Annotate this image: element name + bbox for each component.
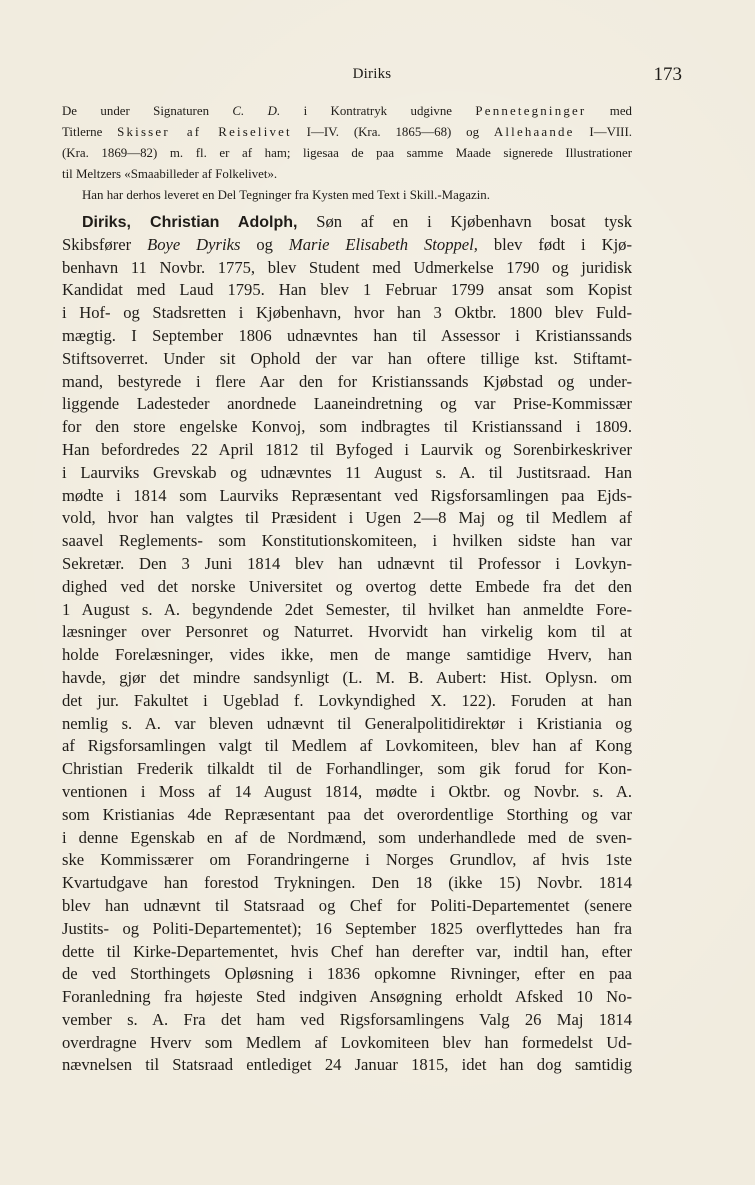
- text-run: Foranledning fra højeste Sted indgiven Ansøgning erholdt Afsked 10 No-: [62, 987, 632, 1007]
- text-run: Kvartudgave han forestod Trykningen. Den 18 (ikke 15) Novbr. 1814: [62, 873, 632, 893]
- text-line: [62, 781, 632, 804]
- text-line: [62, 827, 632, 850]
- note-line: [62, 164, 632, 185]
- text-run: Titlerne: [62, 125, 118, 139]
- text-run: Christian Frederik tilkaldt til de Forhandlinger, som gik forud for Kon-: [62, 759, 632, 779]
- text-run: nævnelsen til Statsraad entlediget 24 Januar 1815, idet han dog samtidig: [62, 1055, 632, 1075]
- note-paragraph: [62, 101, 632, 206]
- running-head: [62, 64, 682, 88]
- text-run: og: [240, 234, 289, 254]
- text-run: Søn af en i Kjøbenhavn bosat tysk: [297, 212, 632, 231]
- text-line: [62, 439, 632, 462]
- text-run: mødte i 1814 som Laurviks Repræsentant ved Rigsforsamlingen paa Ejds-: [62, 485, 632, 505]
- text-run: i Kontratryk udgivne: [280, 104, 476, 118]
- text-line: [62, 690, 632, 713]
- note-line: [62, 101, 632, 122]
- text-run: De under Signaturen: [62, 104, 233, 118]
- text-run: til Meltzers «Smaabilleder af Folkelivet».: [62, 167, 278, 181]
- text-run: vold, hvor han valgtes til Præsident i Ugen 2—8 Maj og til Medlem af: [62, 508, 632, 528]
- text-line: [62, 895, 632, 918]
- spaced-title: Allehaande: [493, 125, 575, 139]
- text-line: [62, 530, 632, 553]
- text-line: [62, 1054, 632, 1077]
- text-run: med: [586, 104, 632, 118]
- text-run: i Hof- og Stadsretten i Kjøbenhavn, hvor han 3 Oktbr. 1800 blev Fuld-: [62, 303, 632, 323]
- text-line: [62, 234, 632, 257]
- text-line: [62, 211, 632, 234]
- text-run: som Kristianias 4de Repræsentant paa det overordentlige Storthing og var: [62, 804, 632, 824]
- text-run: I—VIII.: [574, 125, 632, 139]
- text-line: [62, 963, 632, 986]
- text-run: Skibsfører: [62, 234, 148, 254]
- text-run: for den store engelske Konvoj, som indbragtes til Kristianssand i 1809.: [62, 417, 632, 437]
- text-run: vember s. A. Fra det ham ved Rigsforsamlingens Valg 26 Maj 1814: [62, 1009, 632, 1029]
- note-line: [62, 185, 632, 206]
- text-run: Justits- og Politi-Departementet); 16 September 1825 overflyttedes han fra: [62, 918, 632, 938]
- biographical-entry: [62, 211, 632, 1077]
- text-run: I—IV. (Kra. 1865—68) og: [291, 125, 494, 139]
- spaced-title: Pennetegninger: [475, 104, 587, 118]
- text-line: [62, 849, 632, 872]
- text-line: [62, 553, 632, 576]
- text-line: [62, 986, 632, 1009]
- text-run: blev født i Kjø-: [477, 234, 632, 254]
- text-run: i denne Egenskab en af de Nordmænd, som underhandlede med de sven-: [62, 827, 632, 847]
- text-line: [62, 1009, 632, 1032]
- text-line: [62, 667, 632, 690]
- text-run: nemlig s. A. var bleven udnævnt til Generalpolitidirektør i Kristiania og: [62, 713, 632, 733]
- text-line: [62, 485, 632, 508]
- entry-name: Diriks, Christian Adolph,: [82, 214, 298, 231]
- text-run: ske Kommissærer om Forandringerne i Norges Grundlov, af hvis 1ste: [62, 850, 632, 870]
- text-run: holde Forelæsninger, vides ikke, men de mange samtidige Hverv, han: [62, 645, 632, 665]
- italic-name: C. D.: [232, 104, 281, 118]
- text-run: blev han udnævnt til Statsraad og Chef for Politi-Departementet (senere: [62, 895, 632, 915]
- text-run: mand, bestyrede i flere Aar den for Kristianssands Kjøbstad og under-: [62, 371, 632, 391]
- page-number: 173: [653, 64, 682, 85]
- text-line: [62, 758, 632, 781]
- italic-name: Marie Elisabeth Stoppel,: [288, 234, 478, 254]
- note-line: [62, 122, 632, 143]
- text-run: benhavn 11 Novbr. 1775, blev Student med Udmerkelse 1790 og juridisk: [62, 257, 632, 277]
- text-line: [62, 393, 632, 416]
- text-line: [62, 918, 632, 941]
- text-line: [62, 257, 632, 280]
- text-line: [62, 644, 632, 667]
- text-run: havde, gjør det mindre sandsynligt (L. M. B. Aubert: Hist. Oplysn. om: [62, 667, 632, 687]
- text-line: [62, 507, 632, 530]
- text-run: de ved Storthingets Opløsning i 1836 opkomne Rivninger, efter en paa: [62, 964, 632, 984]
- text-line: [62, 941, 632, 964]
- text-run: 1 August s. A. begyndende 2det Semester, til hvilket han anmeldte Fore-: [62, 599, 632, 619]
- text-line: [62, 348, 632, 371]
- text-run: det jur. Fakultet i Ugeblad f. Lovkyndighed X. 122). Foruden at han: [62, 690, 632, 710]
- text-line: [62, 462, 632, 485]
- text-line: [62, 621, 632, 644]
- running-title: Diriks: [352, 66, 392, 82]
- text-run: mægtig. I September 1806 udnævntes han til Assessor i Kristianssands: [62, 325, 632, 345]
- text-run: Stiftsoverret. Under sit Ophold der var han oftere tillige kst. Stiftamt-: [62, 348, 632, 368]
- text-run: liggende Ladesteder anordnede Laaneindretning og var Prise-Kommissær: [62, 394, 632, 414]
- text-line: [62, 804, 632, 827]
- text-run: Kandidat med Laud 1795. Han blev 1 Februar 1799 ansat som Kopist: [62, 280, 632, 300]
- text-line: [62, 371, 632, 394]
- text-run: overdragne Hverv som Medlem af Lovkomiteen blev han formedelst Ud-: [62, 1032, 632, 1052]
- text-line: [62, 599, 632, 622]
- text-line: [62, 279, 632, 302]
- italic-name: Boye Dyriks: [147, 234, 241, 254]
- note-line: [62, 143, 632, 164]
- text-run: i Laurviks Grevskab og udnævntes 11 August s. A. til Justitsraad. Han: [62, 462, 632, 482]
- text-line: [62, 325, 632, 348]
- text-run: af Rigsforsamlingen valgt til Medlem af Lovkomiteen, blev han af Kong: [62, 736, 632, 756]
- text-run: dighed ved det norske Universitet og overtog dette Embede fra det den: [62, 576, 632, 596]
- text-run: Han har derhos leveret en Del Tegninger fra Kysten med Text i Skill.-Magazin.: [82, 188, 490, 202]
- text-run: Sekretær. Den 3 Juni 1814 blev han udnævnt til Professor i Lovkyn-: [62, 553, 632, 573]
- text-run: (Kra. 1869—82) m. fl. er af ham; ligesaa de paa samme Maade signerede Illustrationer: [62, 146, 632, 160]
- text-line: [62, 713, 632, 736]
- spaced-title: Skisser af Reiselivet: [117, 125, 292, 139]
- text-line: [62, 872, 632, 895]
- text-line: [62, 1032, 632, 1055]
- text-run: ventionen i Moss af 14 August 1814, mødte i Oktbr. og Novbr. s. A.: [62, 781, 632, 801]
- text-line: [62, 735, 632, 758]
- text-line: [62, 302, 632, 325]
- text-line: [62, 576, 632, 599]
- text-run: Han befordredes 22 April 1812 til Byfoged i Laurvik og Sorenbirkeskriver: [62, 439, 632, 459]
- text-line: [62, 416, 632, 439]
- text-run: læsninger over Personret og Naturret. Hvorvidt han virkelig kom til at: [62, 622, 632, 642]
- text-run: saavel Reglements- som Konstitutionskomiteen, i hvilken sidste han var: [62, 531, 632, 551]
- text-run: dette til Kirke-Departementet, hvis Chef han derefter var, indtil han, efter: [62, 941, 632, 961]
